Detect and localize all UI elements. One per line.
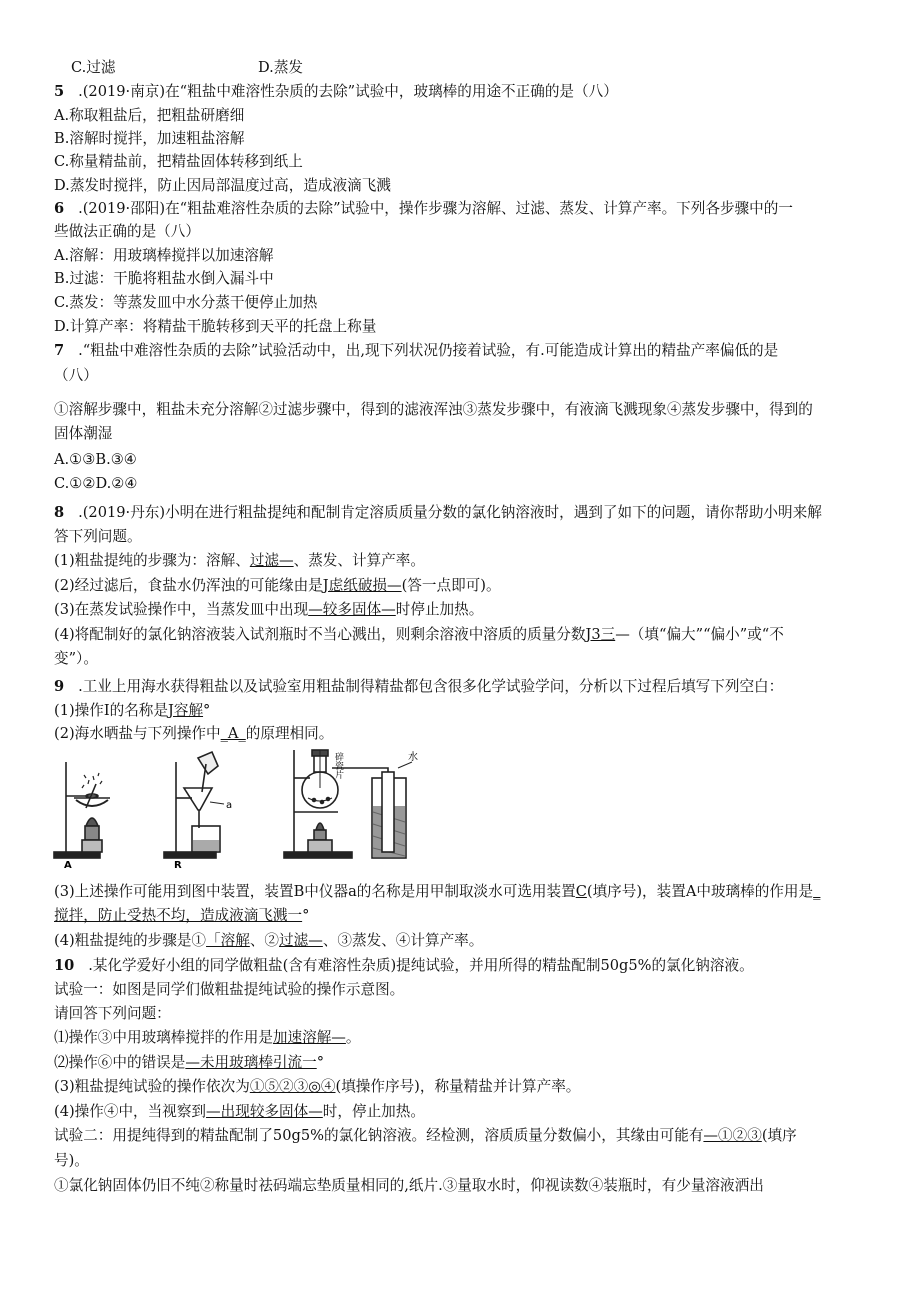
q5-option-a: A.称取粗盐后，把粗盐研磨细 xyxy=(54,107,245,124)
q10-experiment1: 试验一：如图是同学们做粗盐提纯试验的操作示意图。 xyxy=(54,981,405,998)
q6-option-b: B.过滤：干脆将粗盐水倒入漏斗中 xyxy=(54,270,274,287)
apparatus-a-small-label: a xyxy=(226,800,233,811)
q4-option-c: C.过滤 xyxy=(71,59,116,76)
q10-experiment2-line2: 号)。 xyxy=(54,1152,89,1169)
q6-option-d: D.计算产率：将精盐干脆转移到天平的托盘上称量 xyxy=(54,318,377,335)
q8-part2-answer: J虑纸破损— xyxy=(322,577,402,594)
q8-part1-suffix: 、蒸发、计算产率。 xyxy=(293,552,425,569)
q8-part4-answer: J3三 xyxy=(585,626,616,643)
q10-part3-answer: ①⑤②③◎④ xyxy=(249,1078,336,1095)
q8-part3-suffix: 时停止加热。 xyxy=(395,601,484,618)
apparatus-water-label: 水 xyxy=(408,752,418,763)
q7-stem-line2: （八） xyxy=(54,367,98,384)
q9-part3-suffix: (填序号)，装置A中玻璃棒的作用是 xyxy=(586,883,814,900)
q9-part1-answer: J容解 xyxy=(168,702,204,719)
q7-items-line1: ①溶解步骤中，粗盐未充分溶解②过滤步骤中，得到的滤液浑浊③蒸发步骤中，有液滴飞溅现象④蒸发步骤中，得到的 xyxy=(54,401,813,418)
q10-part3-suffix: (填操作序号)，称量精盐并计算产率。 xyxy=(335,1078,581,1095)
q5-stem xyxy=(54,82,618,102)
q8-part2-prefix: (2)经过滤后，食盐水仍浑浊的可能缘由是 xyxy=(54,577,323,594)
q9-part2 xyxy=(54,724,333,744)
q10-experiment2 xyxy=(54,1126,797,1146)
q8-number: 8 xyxy=(54,504,65,521)
apparatus-b-label: R xyxy=(174,860,182,870)
q9-number: 9 xyxy=(54,678,65,695)
q6-stem xyxy=(54,199,793,219)
q9-part2-answer: _A_ xyxy=(220,725,246,742)
q10-part1 xyxy=(54,1028,361,1048)
q6-option-a: A.溶解：用玻璃棒搅拌以加速溶解 xyxy=(54,247,274,264)
q9-part4-suffix: 、③蒸发、④计算产率。 xyxy=(322,932,484,949)
q10-stem-text: .某化学爱好小组的同学做粗盐(含有难溶性杂质)提纯试验，并用所得的精盐配制50g5%的氯化钠溶液。 xyxy=(88,957,754,974)
q10-part1-answer: 加速溶解— xyxy=(272,1029,346,1046)
q8-part3-answer: —较多固体— xyxy=(308,601,396,618)
q8-part1-prefix: (1)粗盐提纯的步骤为：溶解、 xyxy=(54,552,250,569)
q10-exp2-prefix: 试验二：用提纯得到的精盐配制了50g5%的氯化钠溶液。经检测，溶质质量分数偏小，其缘由可能有 xyxy=(54,1127,704,1144)
q8-stem-line1: .(2019·丹东)小明在进行粗盐提纯和配制肯定溶质质量分数的氯化钠溶液时，遇到了如下的问题，请你帮助小明来解 xyxy=(78,504,822,521)
q5-stem-text: .(2019·南京)在“粗盐中难溶性杂质的去除”试验中，玻璃棒的用途不正确的是（八） xyxy=(78,83,618,100)
q9-part3 xyxy=(54,882,820,902)
q9-part3-blank: _ xyxy=(813,883,821,900)
q10-part4 xyxy=(54,1102,425,1122)
q9-part4 xyxy=(54,931,483,951)
q5-option-b: B.溶解时搅拌，加速粗盐溶解 xyxy=(54,130,245,147)
apparatus-a-label: A xyxy=(64,860,72,870)
q8-stem-line2: 答下列问题。 xyxy=(54,528,142,545)
q10-ask: 请回答下列问题： xyxy=(54,1005,171,1022)
q8-part4-line2: 变”）。 xyxy=(54,650,98,667)
q10-part4-prefix: (4)操作④中，当视察到 xyxy=(54,1103,207,1120)
q7-number: 7 xyxy=(54,342,65,359)
q10-part1-suffix: 。 xyxy=(345,1029,361,1046)
q9-stem-text: .工业上用海水获得粗盐以及试验室用粗盐制得精盐都包含很多化学试验学问，分析以下过程后填写下列空白： xyxy=(78,678,784,695)
q9-part4-answer2: 过滤— xyxy=(279,932,323,949)
q8-part1 xyxy=(54,551,425,571)
apparatus-c-condenser xyxy=(372,762,412,858)
q9-part3-prefix: (3)上述操作可能用到图中装置，装置B中仪器a的名称是用甲制取淡水可选用装置 xyxy=(54,883,576,900)
q9-part3-line2-suffix: ° xyxy=(302,907,310,924)
q10-part3 xyxy=(54,1077,580,1097)
q7-stem xyxy=(54,341,778,361)
apparatus-b-filtration xyxy=(164,752,224,858)
q9-part1 xyxy=(54,701,210,721)
q9-part4-prefix: (4)粗盐提纯的步骤是① xyxy=(54,932,207,949)
q8-part2 xyxy=(54,576,501,596)
q6-stem-line1: .(2019·邵阳)在“粗盐难溶性杂质的去除”试验中，操作步骤为溶解、过滤、蒸发、计算产率。下列各步骤中的一 xyxy=(78,200,793,217)
q10-part4-suffix: 时，停止加热。 xyxy=(322,1103,425,1120)
q9-part1-prefix: (1)操作I的名称是 xyxy=(54,702,168,719)
q5-option-d: D.蒸发时搅拌，防止因局部温度过高，造成液滴飞溅 xyxy=(54,177,391,194)
q10-stem xyxy=(54,956,754,976)
q7-options-ab: A.①③B.③④ xyxy=(54,451,137,468)
q10-part3-prefix: (3)粗盐提纯试验的操作依次为 xyxy=(54,1078,250,1095)
q9-part4-mid: 、② xyxy=(249,932,280,949)
apparatus-figure xyxy=(52,748,432,870)
q8-part4-suffix: —（填“偏大”“偏小”或“不 xyxy=(615,626,784,643)
q7-items-line2: 固体潮湿 xyxy=(54,425,113,442)
q8-stem xyxy=(54,503,822,523)
q7-options-cd: C.①②D.②④ xyxy=(54,475,138,492)
q4-option-d: D.蒸发 xyxy=(258,59,304,76)
q9-stem xyxy=(54,677,783,697)
q10-number: 10 xyxy=(54,957,75,974)
apparatus-a-evaporation xyxy=(54,762,110,858)
q6-stem-line2: 些做法正确的是（八） xyxy=(54,223,200,240)
q10-part2 xyxy=(54,1053,324,1073)
q10-exp2-answer: —①②③ xyxy=(703,1127,762,1144)
q9-part2-prefix: (2)海水晒盐与下列操作中 xyxy=(54,725,221,742)
q9-part3-line2 xyxy=(54,906,309,926)
q10-reasons: ①氯化钠固体仍旧不纯②称量时祛码端忘垫质量相同的,纸片.③量取水时，仰视读数④装瓶时，有少量溶液洒出 xyxy=(54,1177,764,1194)
q6-number: 6 xyxy=(54,200,65,217)
q9-part2-suffix: 的原理相同。 xyxy=(245,725,334,742)
q9-part4-answer1: 「溶解 xyxy=(206,932,250,949)
q10-part2-prefix: ⑵操作⑥中的错误是 xyxy=(54,1054,186,1071)
q8-part4 xyxy=(54,625,784,645)
q10-exp2-suffix: (填序 xyxy=(761,1127,797,1144)
q8-part3 xyxy=(54,600,483,620)
q8-part2-suffix: (答一点即可)。 xyxy=(401,577,501,594)
q10-part1-prefix: ⑴操作③中用玻璃棒搅拌的作用是 xyxy=(54,1029,273,1046)
q10-part2-answer: —未用玻璃棒引流一 xyxy=(185,1054,317,1071)
q5-number: 5 xyxy=(54,83,65,100)
q10-part4-answer: —出现较多固体— xyxy=(206,1103,323,1120)
q8-part3-prefix: (3)在蒸发试验操作中，当蒸发皿中出现 xyxy=(54,601,309,618)
q6-option-c: C.蒸发：等蒸发皿中水分蒸干便停止加热 xyxy=(54,294,318,311)
q5-option-c: C.称量精盐前，把精盐固体转移到纸上 xyxy=(54,153,303,170)
q9-part3-answer2: 搅拌，防止受热不均，造成液滴飞溅一 xyxy=(54,907,303,924)
q7-stem-line1: .“粗盐中难溶性杂质的去除”试验活动中，出,现下列状况仍接着试验，有.可能造成计算出的精盐产率偏低的是 xyxy=(78,342,779,359)
q10-part2-suffix: ° xyxy=(316,1054,325,1071)
q9-part1-suffix: ° xyxy=(203,702,211,719)
q9-part3-answer: C xyxy=(575,883,587,900)
apparatus-c-chips-label: 碎瓷片 xyxy=(333,752,343,779)
q8-part4-prefix: (4)将配制好的氯化钠溶液装入试剂瓶时不当心溅出，则剩余溶液中溶质的质量分数 xyxy=(54,626,586,643)
q8-part1-answer: 过滤— xyxy=(249,552,294,569)
